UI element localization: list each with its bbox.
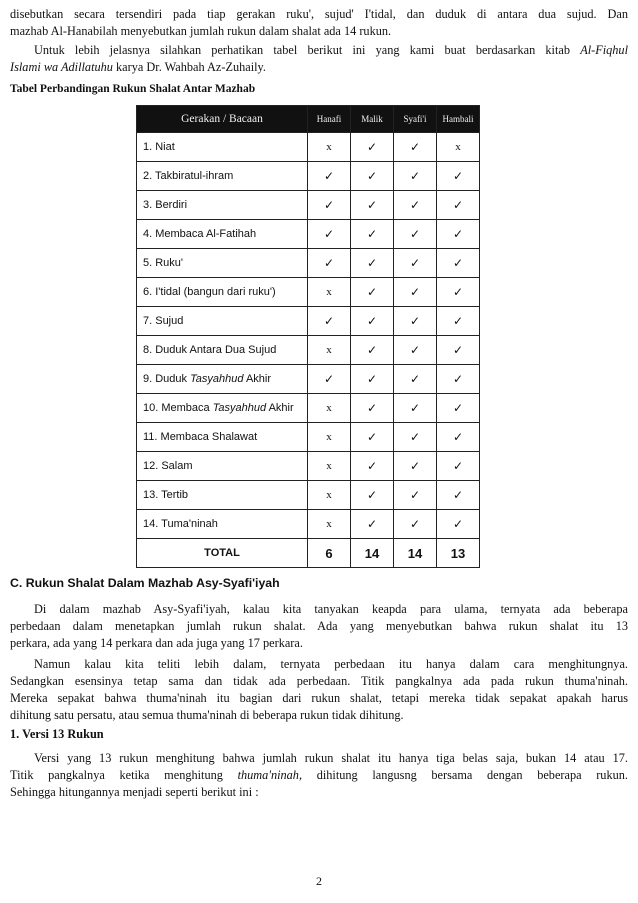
total-label: TOTAL <box>137 539 308 568</box>
rukun-name <box>137 481 308 510</box>
section-1-line-1: Versi yang 13 rukun menghitung bahwa jumlah rukun shalat itu hanya tiga belas saja, bukan 14 atau 17. <box>34 751 628 765</box>
mark-hambali-check-icon: ✓ <box>437 452 480 481</box>
table-row <box>137 162 480 191</box>
mark-maliki-check-icon: ✓ <box>351 278 394 307</box>
mark-maliki-check-icon: ✓ <box>351 394 394 423</box>
comparison-table <box>136 105 480 568</box>
mark-hanafi-cross: x <box>308 423 351 452</box>
header-maliki: Malik <box>351 106 394 133</box>
rukun-name-text: 7. Sujud <box>143 315 184 327</box>
rukun-name-text: 6. I'tidal (bangun dari ruku') <box>143 286 276 298</box>
table-row <box>137 452 480 481</box>
rukun-name <box>137 133 308 162</box>
rukun-name-text: 13. Tertib <box>143 489 189 501</box>
section-c-p1-line-1: Di dalam mazhab Asy-Syafi'iyah, kalau kita tanyakan keapda para ulama, ternyata ada beberapa <box>34 602 628 616</box>
mark-maliki-check-icon: ✓ <box>351 220 394 249</box>
mark-syafii-check-icon: ✓ <box>394 423 437 452</box>
mark-syafii-check-icon: ✓ <box>394 133 437 162</box>
page-number: 2 <box>316 874 322 888</box>
mark-hanafi-check-icon: ✓ <box>308 365 351 394</box>
mark-syafii-check-icon: ✓ <box>394 452 437 481</box>
rukun-name-text: 2. Takbiratul-ihram <box>143 170 234 182</box>
section-1-line-2-b: dihitung langusng bersama dengan beberapa rukun. <box>316 768 628 782</box>
total-maliki: 14 <box>351 539 394 568</box>
header-hanafi: Hanafi <box>308 106 351 133</box>
mark-maliki-check-icon: ✓ <box>351 510 394 539</box>
rukun-name <box>137 191 308 220</box>
section-c-p1-line-2: perbedaan dalam menetapkan jumlah rukun shalat. Ada yang menyebutkan bahwa rukun shalat itu 13 <box>10 619 628 633</box>
book-title-part-2: Islami wa Adillatuhu <box>10 60 113 74</box>
mark-maliki-check-icon: ✓ <box>351 452 394 481</box>
rukun-name-text: 1. Niat <box>143 141 175 153</box>
header-gerakan: Gerakan / Bacaan <box>137 106 308 133</box>
mark-hambali-check-icon: ✓ <box>437 336 480 365</box>
mark-hambali-check-icon: ✓ <box>437 220 480 249</box>
mark-syafii-check-icon: ✓ <box>394 162 437 191</box>
rukun-name-text: 14. Tuma'ninah <box>143 518 218 530</box>
rukun-name <box>137 510 308 539</box>
section-1-line-2-a: Titik pangkalnya ketika menghitung <box>10 768 223 782</box>
reference-text-a: Untuk lebih jelasnya silahkan perhatikan tabel berikut ini yang kami buat berdasarkan kitab <box>34 43 570 57</box>
mark-syafii-check-icon: ✓ <box>394 394 437 423</box>
rukun-name <box>137 423 308 452</box>
section-c-p2-line-4: dihitung satu persatu, atau semua thuma'ninah di beberapa rukun tidak dihitung. <box>10 708 404 722</box>
mark-maliki-check-icon: ✓ <box>351 133 394 162</box>
book-title-part-1: Al-Fiqhul <box>580 43 629 57</box>
rukun-name <box>137 249 308 278</box>
table-row <box>137 423 480 452</box>
table-row <box>137 220 480 249</box>
header-hambali: Hambali <box>437 106 480 133</box>
mark-maliki-check-icon: ✓ <box>351 423 394 452</box>
mark-hanafi-check-icon: ✓ <box>308 191 351 220</box>
rukun-name <box>137 307 308 336</box>
table-row <box>137 249 480 278</box>
table-row <box>137 510 480 539</box>
mark-maliki-check-icon: ✓ <box>351 307 394 336</box>
mark-syafii-check-icon: ✓ <box>394 220 437 249</box>
reference-text-b: karya Dr. Wahbah Az-Zuhaily. <box>116 60 266 74</box>
mark-syafii-check-icon: ✓ <box>394 365 437 394</box>
table-row <box>137 133 480 162</box>
section-c-p2-line-1: Namun kalau kita teliti lebih dalam, ternyata perbedaan itu hanya dalam cara menghitungnya. <box>34 657 628 671</box>
reference-line-1 <box>10 42 628 59</box>
section-1-paragraph <box>10 750 628 801</box>
mark-hambali-check-icon: ✓ <box>437 365 480 394</box>
rukun-name-text: 5. Ruku' <box>143 257 184 269</box>
mark-maliki-check-icon: ✓ <box>351 191 394 220</box>
mark-hambali-cross: x <box>437 133 480 162</box>
mark-hanafi-cross: x <box>308 481 351 510</box>
mark-hanafi-cross: x <box>308 336 351 365</box>
mark-syafii-check-icon: ✓ <box>394 191 437 220</box>
section-1-heading: 1. Versi 13 Rukun <box>10 727 104 741</box>
mark-hambali-check-icon: ✓ <box>437 278 480 307</box>
thumaninah-term: thuma'ninah, <box>237 768 303 782</box>
mark-hanafi-cross: x <box>308 278 351 307</box>
section-1-line-3: Sehingga hitungannya menjadi seperti berikut ini : <box>10 785 259 799</box>
mark-hambali-check-icon: ✓ <box>437 394 480 423</box>
table-row <box>137 394 480 423</box>
mark-maliki-check-icon: ✓ <box>351 162 394 191</box>
section-1-line-2 <box>10 767 628 784</box>
total-row <box>137 539 480 568</box>
mark-syafii-check-icon: ✓ <box>394 481 437 510</box>
intro-paragraph <box>10 6 628 40</box>
mark-hambali-check-icon: ✓ <box>437 481 480 510</box>
mark-hambali-check-icon: ✓ <box>437 191 480 220</box>
section-c-p2-line-2: Sedangkan esensinya tetap sama dan tidak ada perbedaan. Titik pangkalnya ada pada rukun thuma'ninah. <box>10 674 628 688</box>
total-hambali: 13 <box>437 539 480 568</box>
mark-hanafi-check-icon: ✓ <box>308 220 351 249</box>
table-header-row <box>137 106 480 133</box>
rukun-name <box>137 162 308 191</box>
table-row <box>137 307 480 336</box>
intro-line-2: mazhab Al-Hanabilah menyebutkan jumlah rukun dalam shalat ada 14 rukun. <box>10 24 392 38</box>
rukun-name <box>137 452 308 481</box>
mark-syafii-check-icon: ✓ <box>394 278 437 307</box>
table-row <box>137 481 480 510</box>
rukun-name <box>137 365 308 394</box>
mark-hambali-check-icon: ✓ <box>437 307 480 336</box>
mark-hambali-check-icon: ✓ <box>437 249 480 278</box>
section-c-heading: C. Rukun Shalat Dalam Mazhab Asy-Syafi'iyah <box>10 576 280 590</box>
mark-hanafi-cross: x <box>308 452 351 481</box>
rukun-name-term: Tasyahhud <box>212 402 267 414</box>
table-body <box>137 133 480 539</box>
rukun-name-text: 10. Membaca <box>143 402 213 414</box>
mark-hanafi-cross: x <box>308 394 351 423</box>
mark-maliki-check-icon: ✓ <box>351 481 394 510</box>
reference-line-2 <box>10 59 628 76</box>
total-syafii: 14 <box>394 539 437 568</box>
rukun-name-text: 9. Duduk <box>143 373 191 385</box>
mark-hanafi-cross: x <box>308 510 351 539</box>
rukun-name-text: 3. Berdiri <box>143 199 188 211</box>
intro-line-1: disebutkan secara tersendiri pada tiap gerakan ruku', sujud' I'tidal, dan duduk di antara dua sujud. Dan <box>10 7 628 21</box>
mark-hanafi-cross: x <box>308 133 351 162</box>
section-c-p2-line-3: Mereka sepakat bahwa thuma'ninah itu bagian dari rukun shalat, tetapi mereka tidak sepakat apakah harus <box>10 691 628 705</box>
section-c-paragraph-2 <box>10 656 628 724</box>
table-row <box>137 278 480 307</box>
mark-hanafi-check-icon: ✓ <box>308 249 351 278</box>
table-title: Tabel Perbandingan Rukun Shalat Antar Mazhab <box>10 83 256 95</box>
mark-syafii-check-icon: ✓ <box>394 510 437 539</box>
section-c-paragraph-1 <box>10 601 628 652</box>
section-c-p1-line-3: perkara, ada yang 14 perkara dan ada juga yang 17 perkara. <box>10 636 303 650</box>
mark-maliki-check-icon: ✓ <box>351 249 394 278</box>
mark-maliki-check-icon: ✓ <box>351 336 394 365</box>
table-row <box>137 365 480 394</box>
rukun-name-term: Tasyahhud <box>190 373 244 385</box>
rukun-name-suffix: Akhir <box>266 402 294 414</box>
rukun-name-text: 8. Duduk Antara Dua Sujud <box>143 344 277 356</box>
mark-syafii-check-icon: ✓ <box>394 249 437 278</box>
rukun-name <box>137 220 308 249</box>
mark-hambali-check-icon: ✓ <box>437 162 480 191</box>
mark-maliki-check-icon: ✓ <box>351 365 394 394</box>
rukun-name <box>137 394 308 423</box>
rukun-name <box>137 336 308 365</box>
mark-hambali-check-icon: ✓ <box>437 510 480 539</box>
rukun-name-text: 12. Salam <box>143 460 193 472</box>
table-row <box>137 336 480 365</box>
mark-syafii-check-icon: ✓ <box>394 307 437 336</box>
rukun-name <box>137 278 308 307</box>
rukun-name-suffix: Akhir <box>243 373 272 385</box>
rukun-name-text: 4. Membaca Al-Fatihah <box>143 228 257 240</box>
total-hanafi: 6 <box>308 539 351 568</box>
mark-hambali-check-icon: ✓ <box>437 423 480 452</box>
mark-syafii-check-icon: ✓ <box>394 336 437 365</box>
reference-paragraph <box>10 42 628 76</box>
mark-hanafi-check-icon: ✓ <box>308 307 351 336</box>
rukun-name-text: 11. Membaca Shalawat <box>143 431 258 443</box>
table-row <box>137 191 480 220</box>
header-syafii: Syafi'i <box>394 106 437 133</box>
mark-hanafi-check-icon: ✓ <box>308 162 351 191</box>
